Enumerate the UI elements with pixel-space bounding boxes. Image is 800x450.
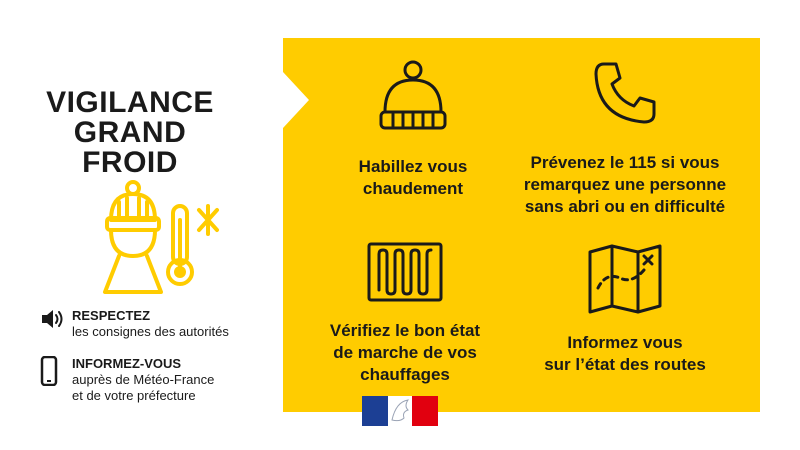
tip-text: chauffages	[360, 365, 450, 384]
tip-habillez	[318, 58, 508, 200]
phone-icon	[40, 356, 58, 386]
telephone-icon	[590, 58, 660, 128]
tip-informez-routes	[520, 242, 730, 376]
advice-heading: RESPECTEZ	[72, 308, 151, 323]
road-map-icon	[586, 242, 664, 316]
tip-text: Vérifiez le bon état	[329, 321, 481, 340]
speaker-icon	[40, 308, 66, 330]
advice-heading: INFORMEZ-VOUS	[72, 356, 182, 371]
title-line: GRAND	[73, 116, 187, 149]
title-line: VIGILANCE	[46, 86, 214, 119]
tip-text: Informez vous	[567, 333, 683, 352]
tip-text: sans abri ou en difficulté	[524, 197, 726, 216]
cold-person-thermometer-icon	[95, 180, 225, 300]
advice-line: auprès de Météo-France	[72, 372, 215, 387]
tip-text: chaudement	[362, 179, 464, 198]
marianne-flag-logo	[362, 396, 438, 426]
tip-text: remarquez une personne	[523, 175, 727, 194]
tip-text: de marche de vos	[333, 343, 477, 362]
page-title	[30, 88, 230, 178]
tip-verifiez	[305, 240, 505, 386]
tip-text: Habillez vous	[358, 157, 468, 176]
left-panel	[0, 0, 283, 450]
advice-line: et de votre préfecture	[72, 388, 196, 403]
winter-hat-icon	[375, 58, 451, 134]
tip-text: sur l’état des routes	[544, 355, 706, 374]
heater-icon	[365, 240, 445, 304]
title-line: FROID	[82, 146, 178, 179]
panel-notch	[283, 72, 309, 128]
tip-prevenez	[505, 58, 745, 218]
tip-text: Prévenez le 115 si vous	[530, 153, 720, 172]
advice-line: les consignes des autorités	[72, 324, 229, 339]
